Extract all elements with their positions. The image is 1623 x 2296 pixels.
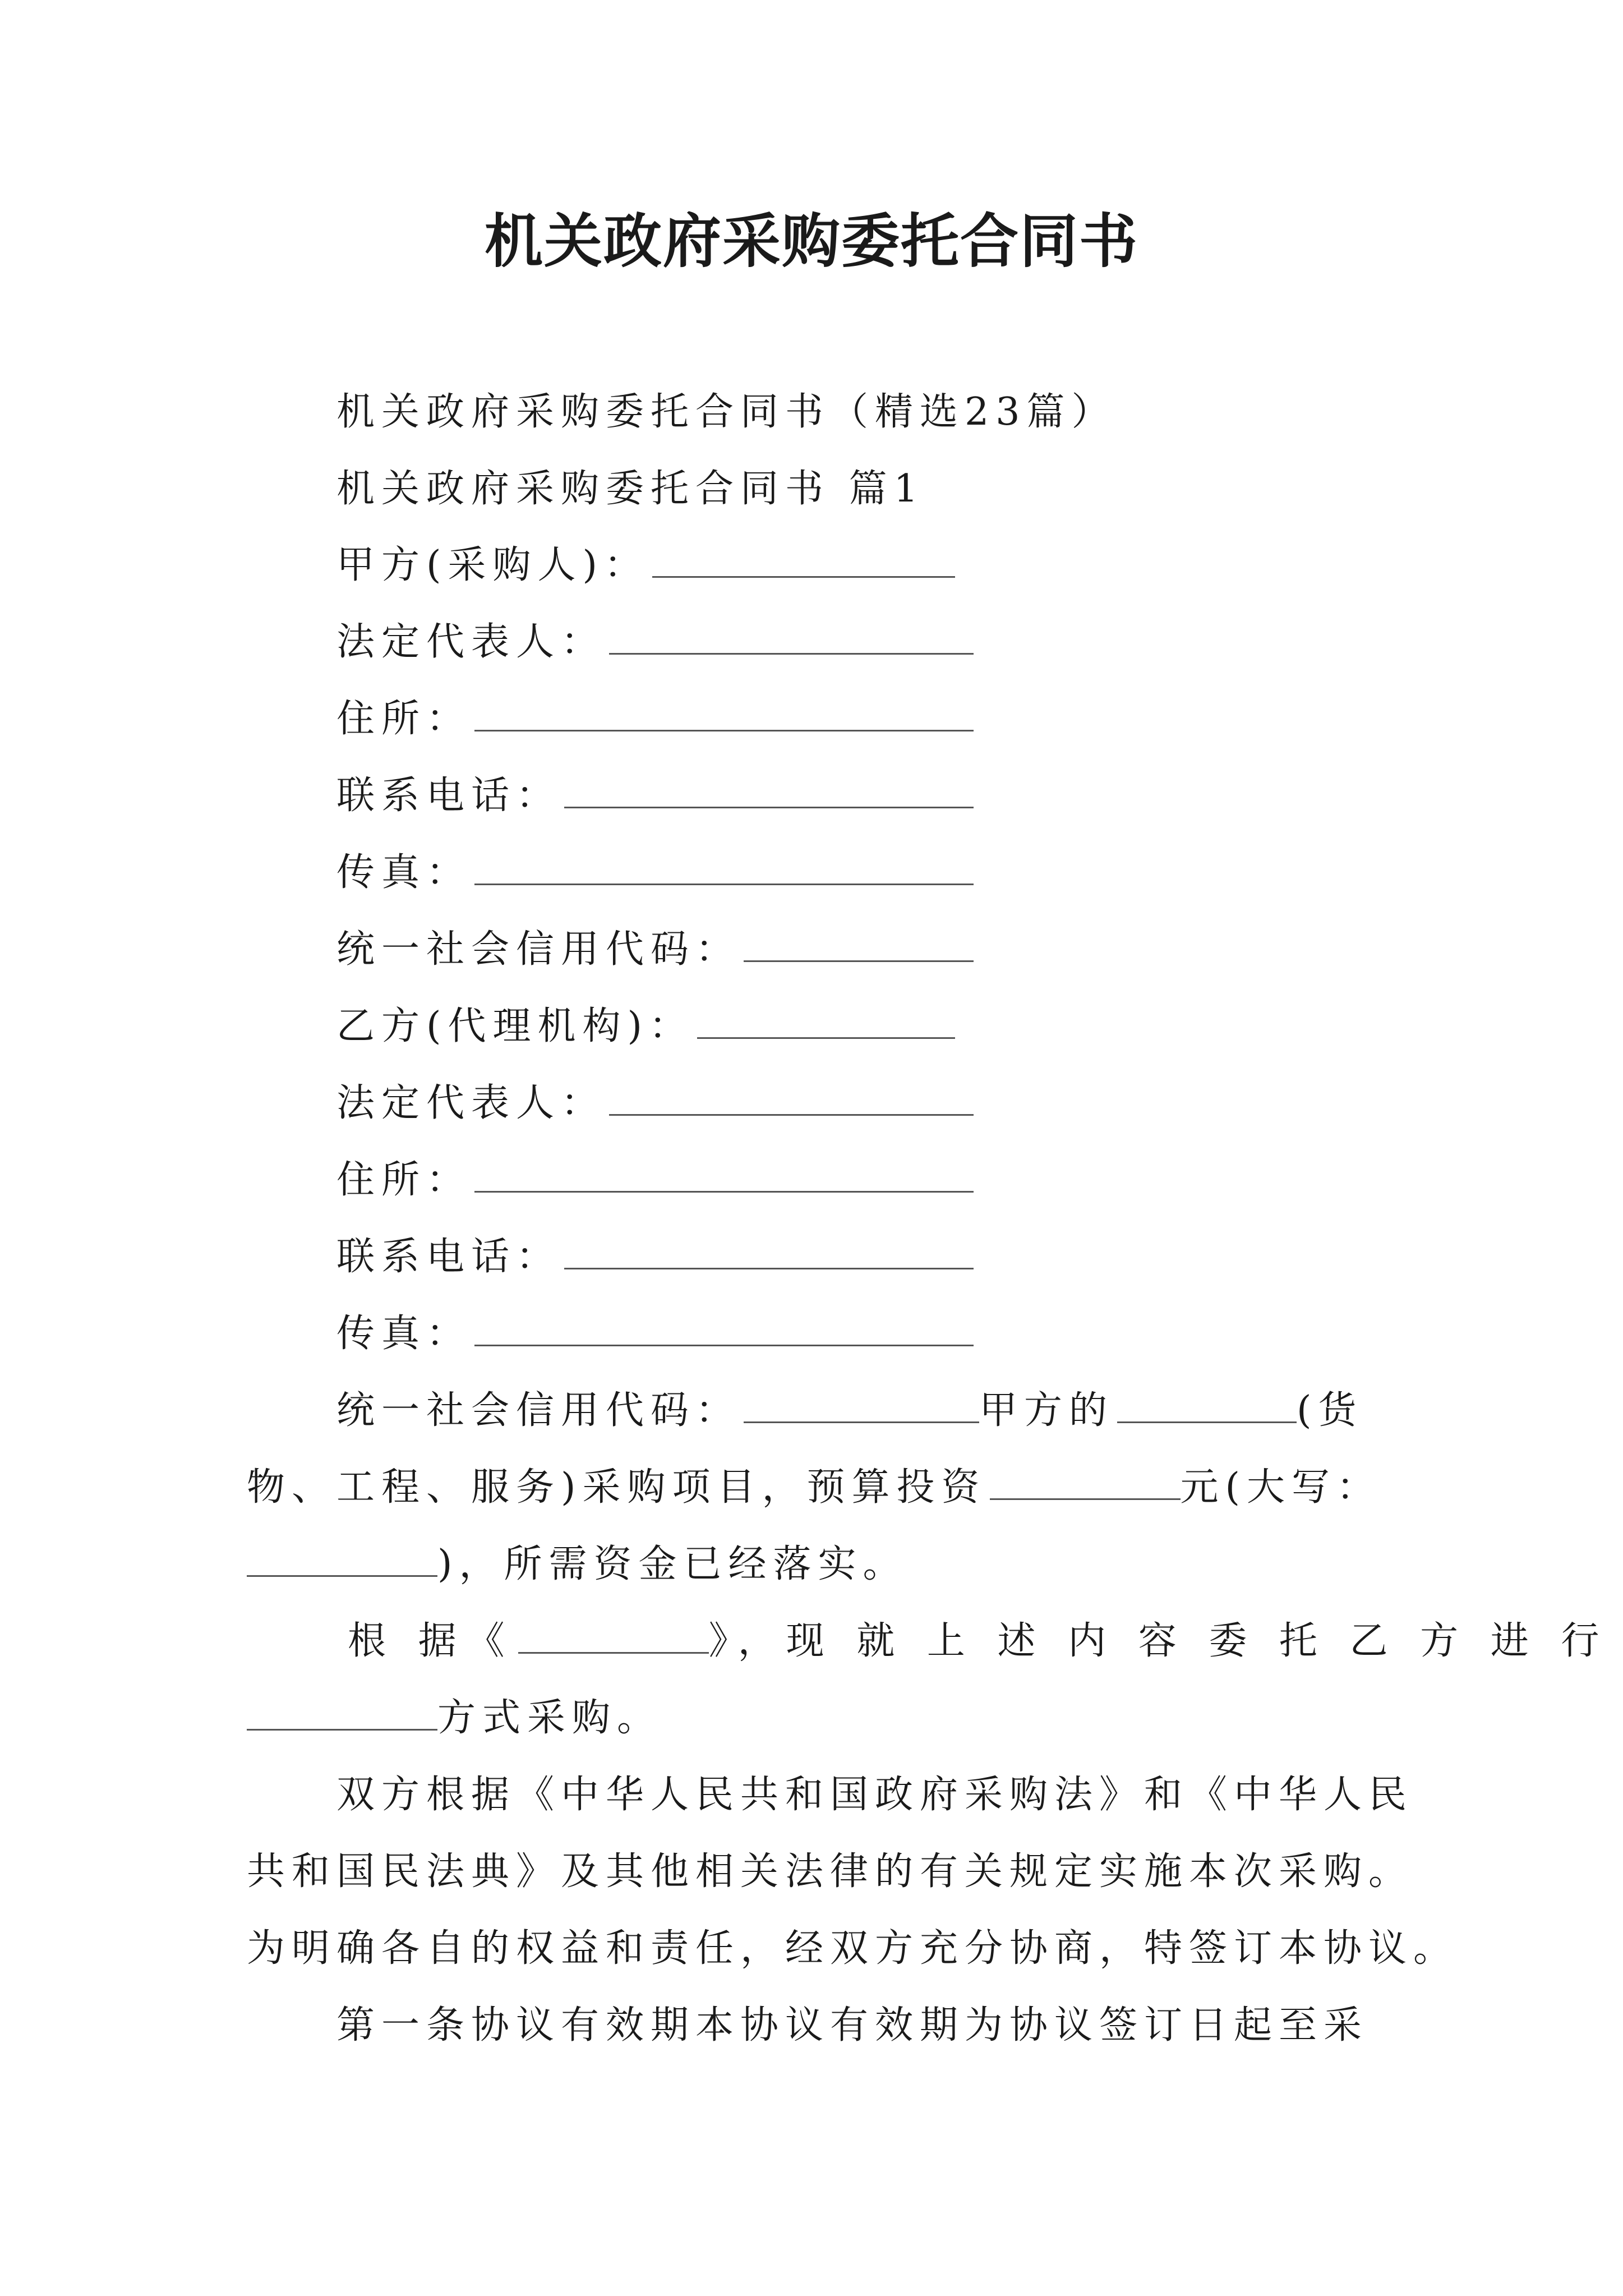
para3-line2: 共和国民法典》及其他相关法律的有关规定实施本次采购。: [247, 1849, 1414, 1894]
party-a-address-blank[interactable]: [474, 693, 974, 731]
party-b-phone-blank[interactable]: [564, 1231, 974, 1269]
para1-funds-text: )，所需资金已经落实。: [437, 1542, 908, 1586]
document-subtitle: 机关政府采购委托合同书（精选23篇）: [336, 390, 1117, 434]
party-b-phone-label: 联系电话：: [336, 1235, 561, 1279]
party-b-rep-blank[interactable]: [609, 1077, 974, 1116]
para1-party-a-text: 甲方的: [979, 1388, 1114, 1433]
para2-method-text: 方式采购。: [437, 1696, 662, 1740]
para3-line1: 双方根据《中华人民共和国政府采购法》和《中华人民: [336, 1773, 1414, 1817]
para1-line3: [247, 1536, 908, 1593]
party-a-label: 甲方(采购人)：: [336, 543, 649, 587]
party-a-address-label: 住所：: [336, 697, 472, 741]
para1-line1: [336, 1383, 1363, 1439]
party-a-row: [336, 537, 955, 593]
para1-budget-blank[interactable]: [990, 1461, 1181, 1500]
para1-line2: [247, 1460, 1381, 1516]
party-a-credit-label: 统一社会信用代码：: [336, 927, 741, 972]
para1-capital-blank[interactable]: [247, 1538, 437, 1577]
para1-budget-text: 物、工程、服务)采购项目，预算投资: [247, 1465, 986, 1510]
party-a-fax-row: [336, 845, 974, 901]
para4-line1: 第一条协议有效期本协议有效期为协议签订日起至采: [336, 2003, 1369, 2047]
para2-method-blank[interactable]: [247, 1692, 437, 1731]
party-b-fax-row: [336, 1306, 974, 1362]
party-b-address-label: 住所：: [336, 1158, 472, 1202]
party-a-credit-blank[interactable]: [744, 923, 974, 962]
document-title: 机关政府采购委托合同书: [484, 206, 1138, 275]
party-b-label: 乙方(代理机构)：: [336, 1004, 694, 1048]
section-heading: 机关政府采购委托合同书 篇1: [336, 467, 925, 511]
para1-text-goods: (货: [1297, 1388, 1363, 1433]
party-a-fax-label: 传真：: [336, 850, 472, 895]
party-b-rep-row: [336, 1075, 974, 1131]
party-b-address-blank[interactable]: [474, 1154, 974, 1193]
para3-line3: 为明确各自的权益和责任，经双方充分协商，特签订本协议。: [247, 1926, 1459, 1971]
party-a-blank[interactable]: [652, 539, 955, 578]
party-b-fax-label: 传真：: [336, 1312, 472, 1356]
para1-credit-blank[interactable]: [744, 1384, 979, 1423]
party-b-fax-blank[interactable]: [474, 1308, 974, 1346]
party-a-rep-row: [336, 614, 974, 670]
party-a-rep-label: 法定代表人：: [336, 620, 606, 664]
para2-line2: [247, 1690, 662, 1746]
para1-yuan-text: 元(大写：: [1180, 1465, 1382, 1510]
para1-credit-label: 统一社会信用代码：: [336, 1388, 741, 1433]
party-a-phone-blank[interactable]: [564, 770, 974, 808]
para2-entrust-text: 》，现 就 上 述 内 容 委 托 乙 方 进 行: [708, 1619, 1610, 1663]
para2-basis-text: 根 据《: [348, 1619, 515, 1663]
party-a-fax-blank[interactable]: [474, 846, 974, 885]
party-a-phone-label: 联系电话：: [336, 774, 561, 818]
party-a-rep-blank[interactable]: [609, 616, 974, 655]
party-b-address-row: [336, 1152, 974, 1208]
party-b-row: [336, 999, 955, 1055]
para2-law-blank[interactable]: [518, 1615, 709, 1654]
party-b-phone-row: [336, 1229, 974, 1285]
party-a-address-row: [336, 691, 974, 747]
para2-line1: [348, 1613, 1609, 1669]
party-a-credit-row: [336, 922, 974, 978]
party-b-blank[interactable]: [697, 1000, 955, 1039]
para1-category-blank[interactable]: [1117, 1384, 1297, 1423]
party-b-rep-label: 法定代表人：: [336, 1081, 606, 1125]
party-a-phone-row: [336, 768, 974, 824]
